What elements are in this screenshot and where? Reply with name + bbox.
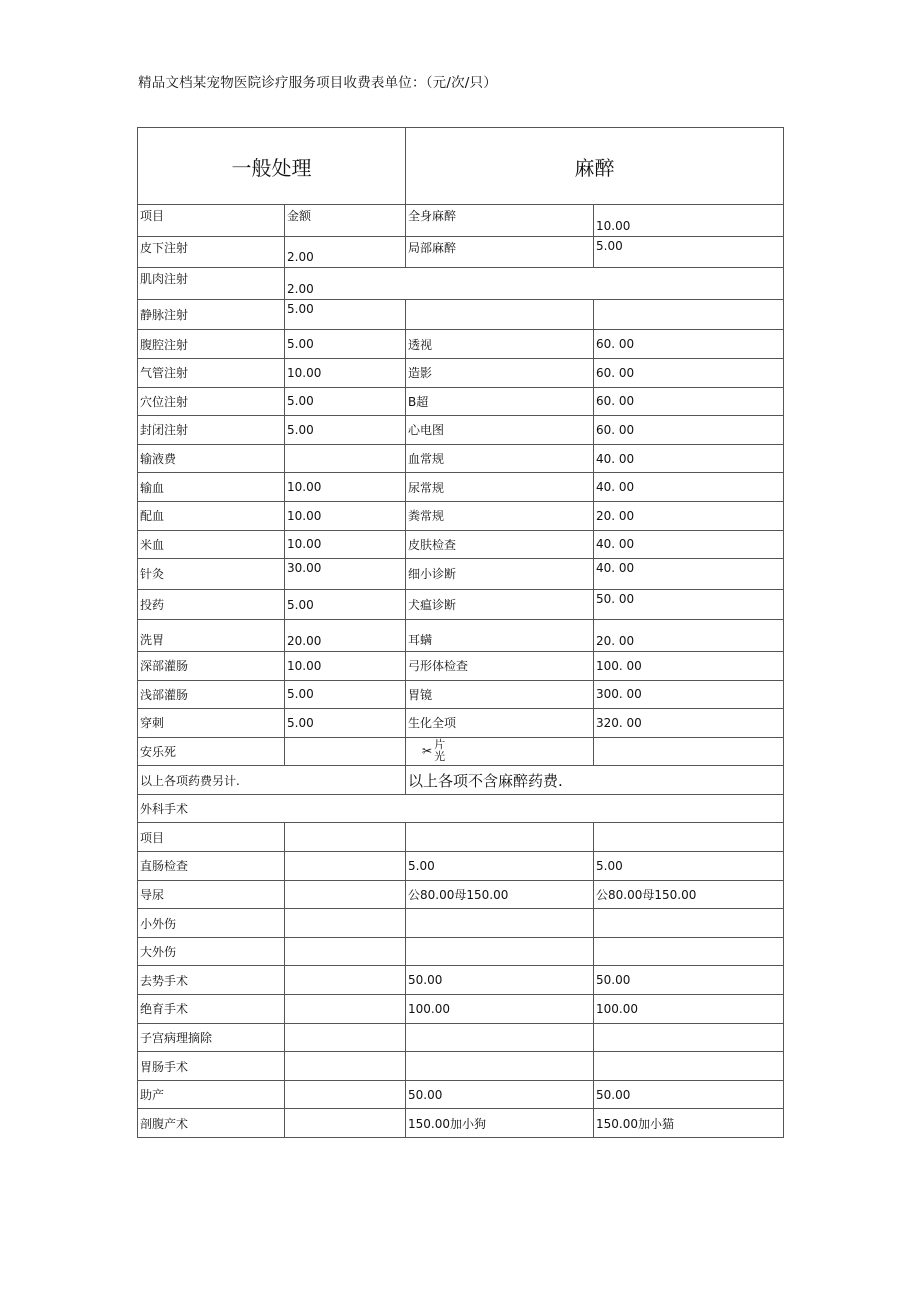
surgery-price-cat (594, 937, 784, 966)
table-row (138, 823, 784, 852)
general-treatment-header: 一般处理 (138, 128, 406, 205)
exam-name: 弓形体检查 (406, 651, 594, 680)
table-row (138, 909, 784, 938)
surgery-price-dog: 公80.00母150.00 (406, 880, 594, 909)
item-name: 浅部灌肠 (138, 680, 285, 709)
surgery-price-cat (594, 1052, 784, 1081)
table-row (138, 236, 784, 268)
fee-table (137, 127, 784, 1138)
item-price: 5.00 (285, 330, 406, 359)
xray-cell (406, 737, 594, 766)
surgery-price-cat: 150.00加小猫 (594, 1109, 784, 1138)
item-name: 洗胃 (138, 620, 285, 652)
item-price: 5.00 (285, 680, 406, 709)
table-row (138, 1080, 784, 1109)
surgery-blank (285, 995, 406, 1024)
surgery-blank (285, 909, 406, 938)
item-name: 配血 (138, 501, 285, 530)
exam-name: 全身麻醉 (406, 205, 594, 237)
item-name: 穴位注射 (138, 387, 285, 416)
table-row (138, 501, 784, 530)
item-price: 20.00 (285, 620, 406, 652)
surgery-blank (285, 880, 406, 909)
item-name: 针灸 (138, 559, 285, 590)
exam-name: 皮肤检查 (406, 530, 594, 559)
table-row (138, 995, 784, 1024)
surgery-name: 大外伤 (138, 937, 285, 966)
item-name: 穿刺 (138, 709, 285, 738)
item-price: 10.00 (285, 358, 406, 387)
exam-price: 20. 00 (594, 620, 784, 652)
table-row (138, 880, 784, 909)
exam-price: 10.00 (594, 205, 784, 237)
surgery-price-cat (594, 909, 784, 938)
surgery-blank (285, 823, 406, 852)
surgery-name: 导尿 (138, 880, 285, 909)
item-name: 腹腔注射 (138, 330, 285, 359)
exam-price: 40. 00 (594, 444, 784, 473)
anesthesia-header: 麻醉 (406, 128, 784, 205)
item-price: 5.00 (285, 299, 406, 330)
item-name: 输液费 (138, 444, 285, 473)
surgery-price-dog: 150.00加小狗 (406, 1109, 594, 1138)
exam-price: 5.00 (594, 236, 784, 268)
exam-price (594, 737, 784, 766)
table-row (138, 589, 784, 620)
table-row (138, 651, 784, 680)
exam-name: 尿常规 (406, 473, 594, 502)
exam-name: 耳螨 (406, 620, 594, 652)
exam-name: 透视 (406, 330, 594, 359)
exam-price: 300. 00 (594, 680, 784, 709)
item-price: 10.00 (285, 530, 406, 559)
surgery-price-dog: 50.00 (406, 966, 594, 995)
exam-name: 心电图 (406, 416, 594, 445)
exam-price: 100. 00 (594, 651, 784, 680)
exam-name: 血常规 (406, 444, 594, 473)
table-row (138, 680, 784, 709)
surgery-heading-row (138, 794, 784, 823)
surgery-price-cat: 50.00 (594, 1080, 784, 1109)
surgery-name: 胃肠手术 (138, 1052, 285, 1081)
surgery-price-cat: 5.00 (594, 852, 784, 881)
item-price (285, 444, 406, 473)
item-name: 项目 (138, 205, 285, 237)
surgery-blank (285, 937, 406, 966)
item-price (285, 737, 406, 766)
exam-price: 40. 00 (594, 530, 784, 559)
item-name: 封闭注射 (138, 416, 285, 445)
table-row (138, 530, 784, 559)
item-name: 投药 (138, 589, 285, 620)
surgery-price-dog: 50.00 (406, 1080, 594, 1109)
table-row (138, 1052, 784, 1081)
surgery-name: 子宫病理摘除 (138, 1023, 285, 1052)
item-price: 5.00 (285, 709, 406, 738)
scissors-icon: ✂ (422, 744, 433, 759)
exam-name: 犬瘟诊断 (406, 589, 594, 620)
table-row (138, 1023, 784, 1052)
item-price: 30.00 (285, 559, 406, 590)
exam-price: 50. 00 (594, 589, 784, 620)
surgery-name: 小外伤 (138, 909, 285, 938)
exam-name: 造影 (406, 358, 594, 387)
general-note: 以上各项药费另计. (138, 766, 406, 795)
item-price: 10.00 (285, 501, 406, 530)
surgery-name: 助产 (138, 1080, 285, 1109)
surgery-blank (285, 1080, 406, 1109)
table-row (138, 387, 784, 416)
table-row (138, 966, 784, 995)
table-row (138, 559, 784, 590)
item-name: 肌肉注射 (138, 268, 285, 300)
exam-price: 20. 00 (594, 501, 784, 530)
surgery-blank (285, 1023, 406, 1052)
table-row (138, 299, 784, 330)
xray-top-char: 片 (434, 738, 446, 752)
table-row (138, 937, 784, 966)
exam-name: 生化全项 (406, 709, 594, 738)
surgery-price-dog (406, 1023, 594, 1052)
header-row (138, 128, 784, 205)
surgery-blank (285, 966, 406, 995)
item-name: 皮下注射 (138, 236, 285, 268)
table-row (138, 1109, 784, 1138)
table-row (138, 358, 784, 387)
surgery-price-dog (406, 937, 594, 966)
exam-price: 60. 00 (594, 387, 784, 416)
table-row (138, 416, 784, 445)
item-price: 5.00 (285, 387, 406, 416)
surgery-price-cat: 公80.00母150.00 (594, 880, 784, 909)
page-title: 精品文档某宠物医院诊疗服务项目收费表单位：（元/次/只） (138, 75, 497, 91)
table-row (138, 205, 784, 237)
surgery-name: 项目 (138, 823, 285, 852)
surgery-blank (285, 852, 406, 881)
anesthesia-note: 以上各项不含麻醉药费. (406, 766, 784, 795)
table-row (138, 852, 784, 881)
surgery-price-dog (406, 1052, 594, 1081)
item-name: 静脉注射 (138, 299, 285, 330)
exam-price: 40. 00 (594, 559, 784, 590)
surgery-price-dog (406, 909, 594, 938)
xray-bottom-char: 光 (434, 750, 446, 764)
table-row (138, 473, 784, 502)
exam-name: 局部麻醉 (406, 236, 594, 268)
exam-price: 60. 00 (594, 330, 784, 359)
surgery-blank (285, 1109, 406, 1138)
euthanasia-row (138, 737, 784, 766)
item-price: 10.00 (285, 473, 406, 502)
item-name: 深部灌肠 (138, 651, 285, 680)
notes-row (138, 766, 784, 795)
item-name: 米血 (138, 530, 285, 559)
table-row (138, 709, 784, 738)
item-price: 10.00 (285, 651, 406, 680)
surgery-name: 去势手术 (138, 966, 285, 995)
table-row (138, 268, 784, 300)
exam-price (594, 299, 784, 330)
surgery-price-dog: 100.00 (406, 995, 594, 1024)
exam-name: 粪常规 (406, 501, 594, 530)
item-name: 气管注射 (138, 358, 285, 387)
table-row (138, 444, 784, 473)
surgery-price-dog: 5.00 (406, 852, 594, 881)
surgery-price-cat (594, 1023, 784, 1052)
exam-name (406, 299, 594, 330)
item-price: 2.00 (285, 268, 784, 300)
surgery-blank (285, 1052, 406, 1081)
table-row (138, 330, 784, 359)
xray-label (408, 739, 445, 763)
surgery-name: 直肠检查 (138, 852, 285, 881)
surgery-price-cat: 50.00 (594, 966, 784, 995)
surgery-heading: 外科手术 (138, 794, 784, 823)
exam-name: B超 (406, 387, 594, 416)
table-row (138, 620, 784, 652)
item-name: 输血 (138, 473, 285, 502)
item-price: 金额 (285, 205, 406, 237)
item-price: 2.00 (285, 236, 406, 268)
item-price: 5.00 (285, 589, 406, 620)
exam-name: 细小诊断 (406, 559, 594, 590)
surgery-price-cat: 100.00 (594, 995, 784, 1024)
item-price: 5.00 (285, 416, 406, 445)
exam-price: 320. 00 (594, 709, 784, 738)
exam-price: 60. 00 (594, 358, 784, 387)
surgery-name: 剖腹产术 (138, 1109, 285, 1138)
exam-price: 60. 00 (594, 416, 784, 445)
exam-price: 40. 00 (594, 473, 784, 502)
item-name: 安乐死 (138, 737, 285, 766)
surgery-price-dog (406, 823, 594, 852)
surgery-name: 绝育手术 (138, 995, 285, 1024)
exam-name: 胃镜 (406, 680, 594, 709)
surgery-price-cat (594, 823, 784, 852)
